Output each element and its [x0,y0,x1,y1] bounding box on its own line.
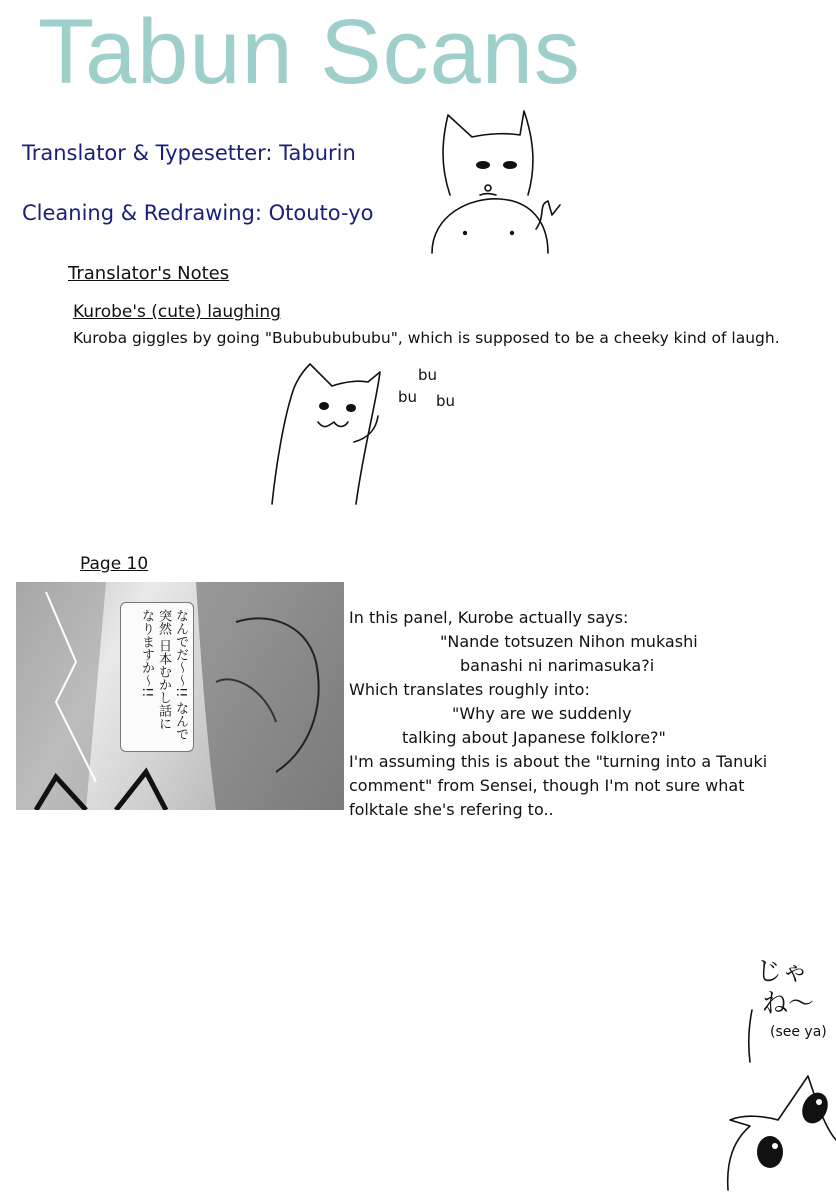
page10-line-5: "Why are we suddenly [452,704,632,723]
page10-line-7: I'm assuming this is about the "turning into a Tanuki [349,752,768,771]
notes-heading: Translator's Notes [68,263,230,284]
farewell-jp-line2: ね〜 [762,989,815,1019]
page10-line-9: folktale she's refering to.. [349,800,554,819]
laughing-cat-doodle [258,356,478,516]
page10-line-8: comment" from Sensei, though I'm not sure what [349,776,745,795]
farewell-jp-line1: じゃ [756,957,809,987]
page10-line-1: In this panel, Kurobe actually says: [349,608,629,627]
speech-bubble: なんでだ〜〜!! なんで突然 日本むかし話に なりますか〜!! [120,602,194,752]
page10-line-6: talking about Japanese folklore?" [402,728,666,747]
page10-label: Page 10 [80,554,149,574]
page-title: Tabun Scans [38,1,581,103]
page10-line-3: banashi ni narimasuka?i [460,656,655,675]
cleaner-credit: Cleaning & Redrawing: Otouto-yo [22,201,374,225]
farewell-cat-doodle [720,950,836,1200]
page10-line-2: "Nande totsuzen Nihon mukashi [440,632,698,651]
bubu-text-3: bu [436,392,456,410]
page10-line-4: Which translates roughly into: [349,680,590,699]
bubu-text-2: bu [398,388,418,406]
laugh-note-title: Kurobe's (cute) laughing [73,302,281,322]
farewell-en: (see ya) [770,1024,827,1040]
laugh-note-body: Kuroba giggles by going "Bubububububu", which is supposed to be a cheeky kind of laugh. [73,329,780,347]
cat-doodle-illustration [420,105,580,265]
bubu-text-1: bu [418,366,438,384]
translator-credit: Translator & Typesetter: Taburin [22,141,356,165]
manga-panel-image [16,582,344,810]
